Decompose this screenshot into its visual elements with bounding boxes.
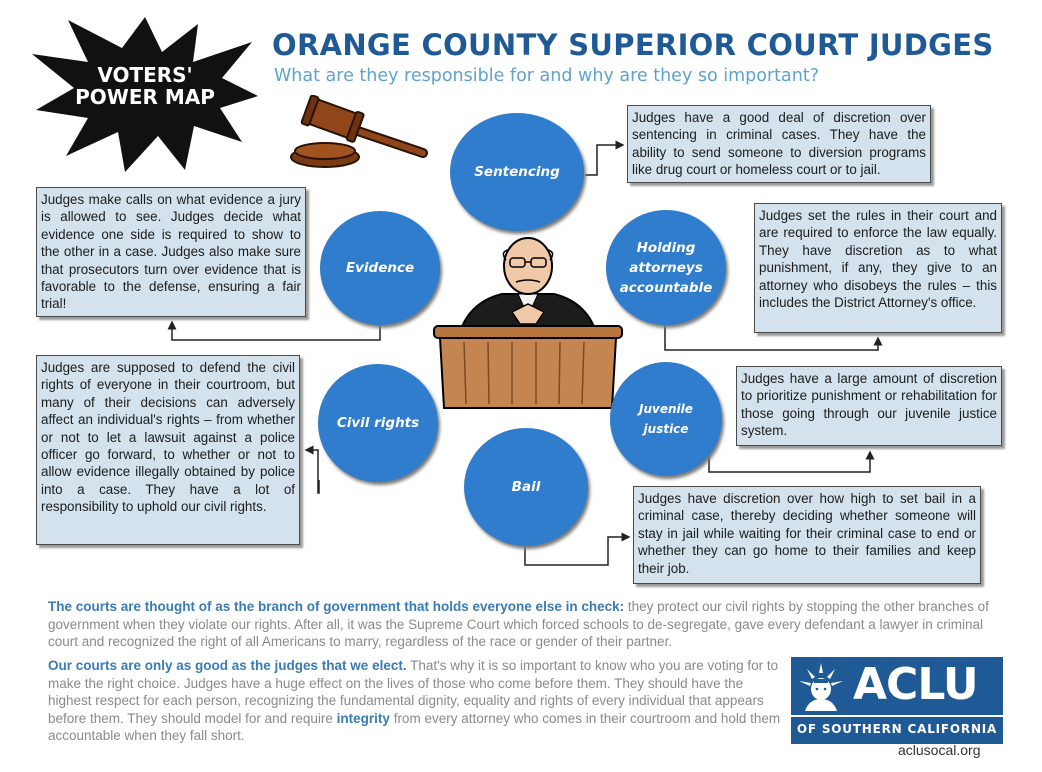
circle-civil-rights-label: Civil rights <box>336 415 420 431</box>
box-civil-rights: Judges are supposed to defend the civil rights of everyone in their courtroom, but many of their decisions can adversely affect an individual's rights – from whether or not to let a lawsuit against a police officer go forward, to whether or not to allow evidence illegally obtained by police into a case. They have a lot of responsibility to uphold our civil rights. <box>36 355 300 545</box>
circle-bail <box>464 428 588 546</box>
box-holding-attorneys: Judges set the rules in their court and are required to enforce the law equally. They have discretion as to what punishment, if any, they give to an attorney who disobeys the rules – this includes the District Attorney's office. <box>754 203 1002 333</box>
circle-juvenile-justice <box>610 362 722 476</box>
box-bail: Judges have discretion over how high to set bail in a criminal case, thereby deciding whether someone will stay in jail while waiting for their criminal case to end or whether they can go home to their families and keep their job. <box>633 486 981 584</box>
paragraph-courts-check <box>48 598 998 651</box>
paragraph-elect-judges <box>48 657 786 745</box>
box-juvenile-justice: Judges have a large amount of discretion to prioritize punishment or rehabilitation for those going through our juvenile justice system. <box>736 366 1002 446</box>
circle-holding-line-2: attorneys <box>629 259 703 276</box>
paragraph-2-lead: Our courts are only as good as the judges that we elect. <box>48 658 407 673</box>
badge-line-1: VOTERS' <box>97 63 193 87</box>
circle-holding-line-1: Holding <box>636 239 696 256</box>
statue-of-liberty-icon <box>795 661 847 711</box>
circle-juvenile-line-2: justice <box>643 422 689 436</box>
aclu-logo[interactable] <box>791 657 1003 742</box>
aclu-tagline: OF SOUTHERN CALIFORNIA <box>791 715 1003 744</box>
circle-holding-attorneys-accountable <box>606 210 726 325</box>
circle-evidence <box>320 211 440 325</box>
badge-line-2: POWER MAP <box>75 85 215 109</box>
paragraph-2-integrity: integrity <box>336 710 390 726</box>
paragraph-1-lead: The courts are thought of as the branch of government that holds everyone else in check: <box>48 599 625 614</box>
aclu-logo-top <box>791 657 1003 713</box>
circle-evidence-label: Evidence <box>345 260 415 276</box>
circle-civil-rights <box>318 364 438 482</box>
aclu-wordmark: ACLU <box>853 659 978 710</box>
circle-bail-label: Bail <box>511 479 541 495</box>
paragraph-1-body: they protect our civil rights by stopping the other branches of government when they violate our rights. After all, it was the Supreme Court which forced schools to de-segregate, gave every defendant a lawyer in criminal court and recognized the right of all Americans to marry, regardless of the race or gender of their partner. <box>48 599 989 650</box>
circle-juvenile-line-1: Juvenile <box>639 402 693 416</box>
page-title: ORANGE COUNTY SUPERIOR COURT JUDGES <box>272 28 994 62</box>
circle-holding-line-3: accountable <box>619 279 713 296</box>
page-subtitle: What are they responsible for and why are they so important? <box>274 66 819 86</box>
circle-sentencing <box>450 113 584 231</box>
box-evidence: Judges make calls on what evidence a jury is allowed to see. Judges decide what evidence one side is required to show to the other in a case. Judges also make sure that prosecutors turn over evidence that is favorable to the defense, ensuring a fair trial! <box>36 187 306 317</box>
paragraph-2-body: That's why it is so important to know who you are voting for to make the right choice. Judges have a huge effect on the lives of those who come before them. They should have the highest respect for each person, recognizing the fundamental dignity, equality and rights of every individual that appears before them. They should model for and require <box>48 658 779 726</box>
circle-sentencing-label: Sentencing <box>474 164 560 180</box>
website-url[interactable]: aclusocal.org <box>898 742 981 758</box>
paragraph-2-end: from every attorney who comes in their courtroom and hold them accountable when they fall short. <box>48 710 781 744</box>
judge-illustration <box>430 232 626 412</box>
box-sentencing: Judges have a good deal of discretion over sentencing in criminal cases. They have the ability to send someone to diversion programs like drug court or homeless court or to jail. <box>627 105 931 183</box>
